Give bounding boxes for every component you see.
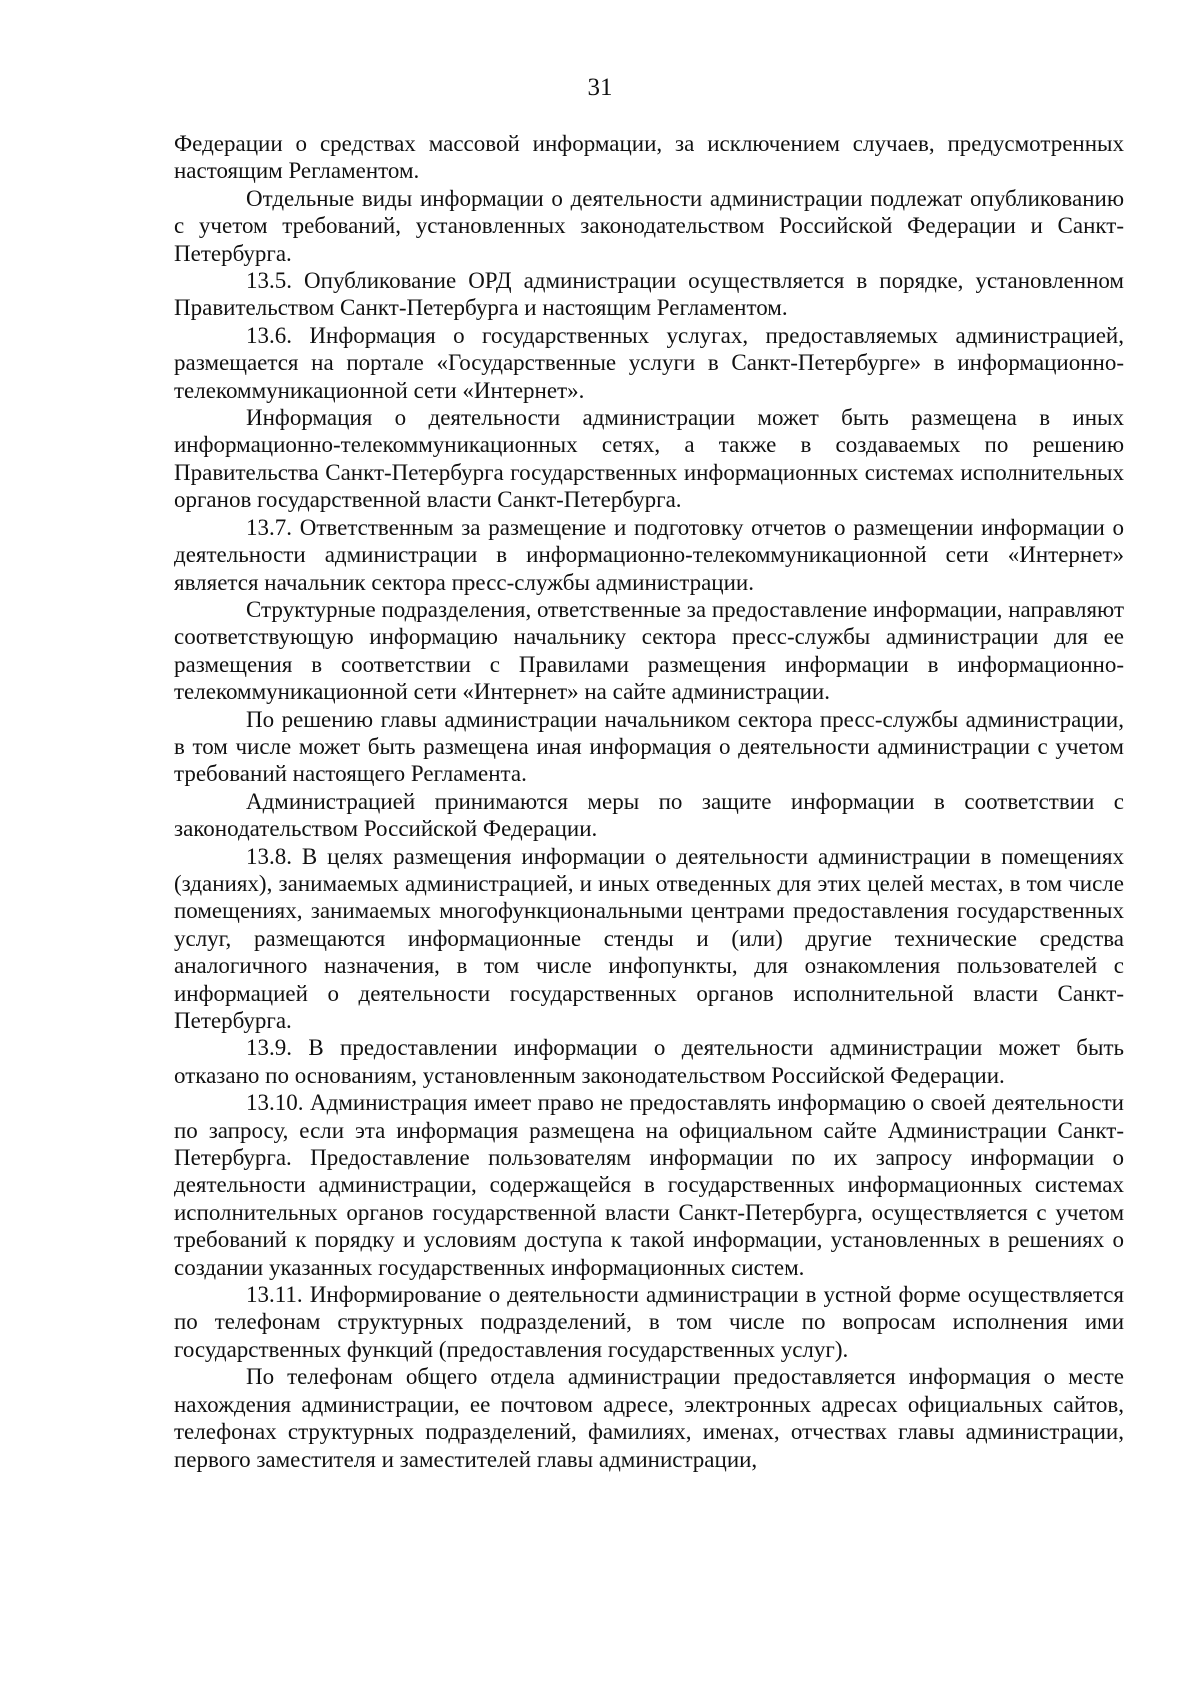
paragraph-13-6: 13.6. Информация о государственных услугах, предоставляемых администрацией, размещается на портале «Государственные услуги в Санкт-Петербурге» в информационно-телекоммуникационной сети «Интернет». [174,322,1124,403]
paragraph-8: По решению главы администрации начальником сектора пресс-службы администрации, в том числе может быть размещена иная информация о деятельности администрации с учетом требований настоящего Регламента. [174,706,1124,787]
paragraph-13-8: 13.8. В целях размещения информации о деятельности администрации в помещениях (зданиях), занимаемых администрацией, и иных отведенных для этих целей местах, в том числе помещениях, занимаемых многофункциональными центрами предоставления государственных услуг, размещаются информационные стенды и (или) другие технические средства аналогичного назначения, в том числе инфопункты, для ознакомления пользователей с информацией о деятельности государственных органов исполнительной власти Санкт-Петербурга. [174,843,1124,1033]
paragraph-2: Отдельные виды информации о деятельности администрации подлежат опубликованию с учетом требований, установленных законодательством Российской Федерации и Санкт-Петербурга. [174,185,1124,266]
paragraph-13-10: 13.10. Администрация имеет право не предоставлять информацию о своей деятельности по запросу, если эта информация размещена на официальном сайте Администрации Санкт-Петербурга. Предоставление пользователям информации по их запросу информации о деятельности администрации, содержащейся в государственных информационных системах исполнительных органов государственной власти Санкт-Петербурга, осуществляется с учетом требований к порядку и условиям доступа к такой информации, установленных в решениях о создании указанных государственных информационных систем. [174,1090,1124,1280]
paragraph-13-7: 13.7. Ответственным за размещение и подготовку отчетов о размещении информации о деятельности администрации в информационно-телекоммуникационной сети «Интернет» является начальник сектора пресс-службы администрации. [174,514,1124,595]
paragraph-9: Администрацией принимаются меры по защите информации в соответствии с законодательством Российской Федерации. [174,788,1124,842]
paragraph-13-5: 13.5. Опубликование ОРД администрации осуществляется в порядке, установленном Правительством Санкт-Петербурга и настоящим Регламентом. [174,268,1124,321]
paragraph-14: По телефонам общего отдела администрации предоставляется информация о месте нахождения администрации, ее почтовом адресе, электронных адресах официальных сайтов, телефонах структурных подразделений, фамилиях, именах, отчествах главы администрации, первого заместителя и заместителей главы администрации, [174,1364,1124,1472]
paragraph-7: Структурные подразделения, ответственные за предоставление информации, направляют соответствующую информацию начальнику сектора пресс-службы администрации для ее размещения в соответствии с Правилами размещения информации в информационно-телекоммуникационной сети «Интернет» на сайте администрации. [174,596,1124,705]
paragraph-5: Информация о деятельности администрации может быть размещена в иных информационно-телекоммуникационных сетях, а также в создаваемых по решению Правительства Санкт-Петербурга государственных информационных системах исполнительных органов государственной власти Санкт-Петербурга. [174,405,1124,513]
paragraph-13-11: 13.11. Информирование о деятельности администрации в устной форме осуществляется по телефонам структурных подразделений, в том числе по вопросам исполнения ими государственных функций (предоставления государственных услуг). [174,1282,1124,1362]
page-number: 31 [587,74,613,101]
paragraph-13-9: 13.9. В предоставлении информации о деятельности администрации может быть отказано по основаниям, установленным законодательством Российской Федерации. [174,1035,1124,1088]
paragraph-1: Федерации о средствах массовой информации, за исключением случаев, предусмотренных настоящим Регламентом. [174,131,1124,184]
document-body [174,130,1124,1473]
